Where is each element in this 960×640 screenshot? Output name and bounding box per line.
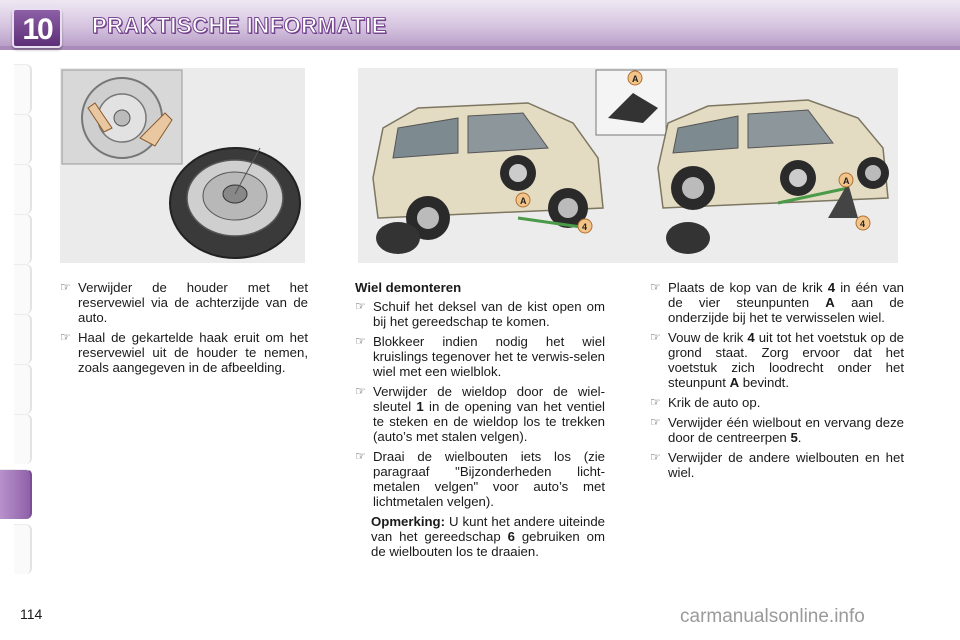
hand-pointer-icon: ☞: [60, 330, 71, 344]
hand-pointer-icon: ☞: [355, 384, 366, 398]
instruction-item: ☞ Krik de auto op.: [650, 395, 761, 410]
chapter-tab-active[interactable]: [0, 469, 32, 519]
instruction-item: ☞ Haal de gekartelde haak eruit om het reservewiel uit de houder te nemen, zoals aangegeven in de afbeelding.: [60, 330, 308, 375]
column-right: [650, 280, 904, 485]
column-middle: [355, 280, 605, 559]
chapter-tab[interactable]: [14, 214, 32, 264]
instruction-item: ☞ Verwijder de andere wielbouten en het wiel.: [650, 450, 904, 480]
car-jack-drawing: [358, 68, 898, 263]
chapter-badge: 10: [12, 8, 62, 48]
chapter-tab[interactable]: [14, 524, 32, 574]
instruction-item: ☞ Draai de wielbouten iets los (zie paragraaf "Bijzonderheden licht-metalen velgen" voor auto’s met lichtmetalen velgen).: [355, 449, 605, 509]
label-4: 4: [582, 222, 588, 232]
chapter-tab[interactable]: [14, 314, 32, 364]
instruction-item: ☞ Schuif het deksel van de kist open om bij het gereedschap te komen.: [355, 299, 605, 329]
hand-pointer-icon: ☞: [650, 415, 661, 429]
car-jack-illustration: [358, 68, 898, 263]
hand-pointer-icon: ☞: [650, 395, 661, 409]
chapter-tab[interactable]: [14, 114, 32, 164]
hand-pointer-icon: ☞: [355, 334, 366, 348]
page-number: 114: [20, 606, 43, 622]
spare-wheel-drawing: [60, 68, 305, 263]
instruction-item: ☞ Verwijder de houder met het reservewiel via de achterzijde van de auto.: [60, 280, 308, 325]
column-left: [60, 280, 308, 380]
label-4-2: 4: [860, 219, 866, 229]
instruction-item: ☞ Plaats de kop van de krik 4 in één van de vier steunpunten A aan de onderzijde bij het te verwisselen wiel.: [650, 280, 904, 325]
chapter-tab[interactable]: [14, 364, 32, 414]
label-a-inset: A: [632, 74, 639, 84]
instruction-item: ☞ Verwijder de wieldop door de wiel-sleutel 1 in de opening van het ventiel te steken en de wieldop los te trekken (auto’s met stalen velgen).: [355, 384, 605, 444]
instruction-item: ☞ Verwijder één wielbout en vervang deze door de centreerpen 5.: [650, 415, 904, 445]
hand-pointer-icon: ☞: [650, 330, 661, 344]
instruction-item: ☞ Blokkeer indien nodig het wiel kruislings tegenover het te verwis-selen wiel met een wielblok.: [355, 334, 605, 379]
header-rule: [0, 46, 960, 50]
chapter-tab[interactable]: [14, 264, 32, 314]
hand-pointer-icon: ☞: [355, 299, 366, 313]
chapter-tab[interactable]: [14, 164, 32, 214]
hand-pointer-icon: ☞: [60, 280, 71, 294]
section-heading: Wiel demonteren: [355, 280, 462, 295]
chapter-tab[interactable]: [14, 64, 32, 114]
hand-pointer-icon: ☞: [650, 280, 661, 294]
hand-pointer-icon: ☞: [650, 450, 661, 464]
watermark: carmanualsonline.info: [680, 606, 865, 627]
spare-wheel-illustration: [60, 68, 305, 263]
page-title: PRAKTISCHE INFORMATIE: [92, 13, 387, 38]
note: Opmerking: U kunt het andere uiteinde van het gereedschap 6 gebruiken om de wielbouten los te draaien.: [371, 514, 605, 559]
hand-pointer-icon: ☞: [355, 449, 366, 463]
label-a: A: [520, 196, 527, 206]
instruction-item: ☞ Vouw de krik 4 uit tot het voetstuk op de grond staat. Zorg ervoor dat het voetstuk zich loodrecht onder het steunpunt A bevindt.: [650, 330, 904, 390]
chapter-tabs: [0, 64, 34, 576]
label-a-2: A: [843, 176, 850, 186]
chapter-tab[interactable]: [14, 414, 32, 464]
